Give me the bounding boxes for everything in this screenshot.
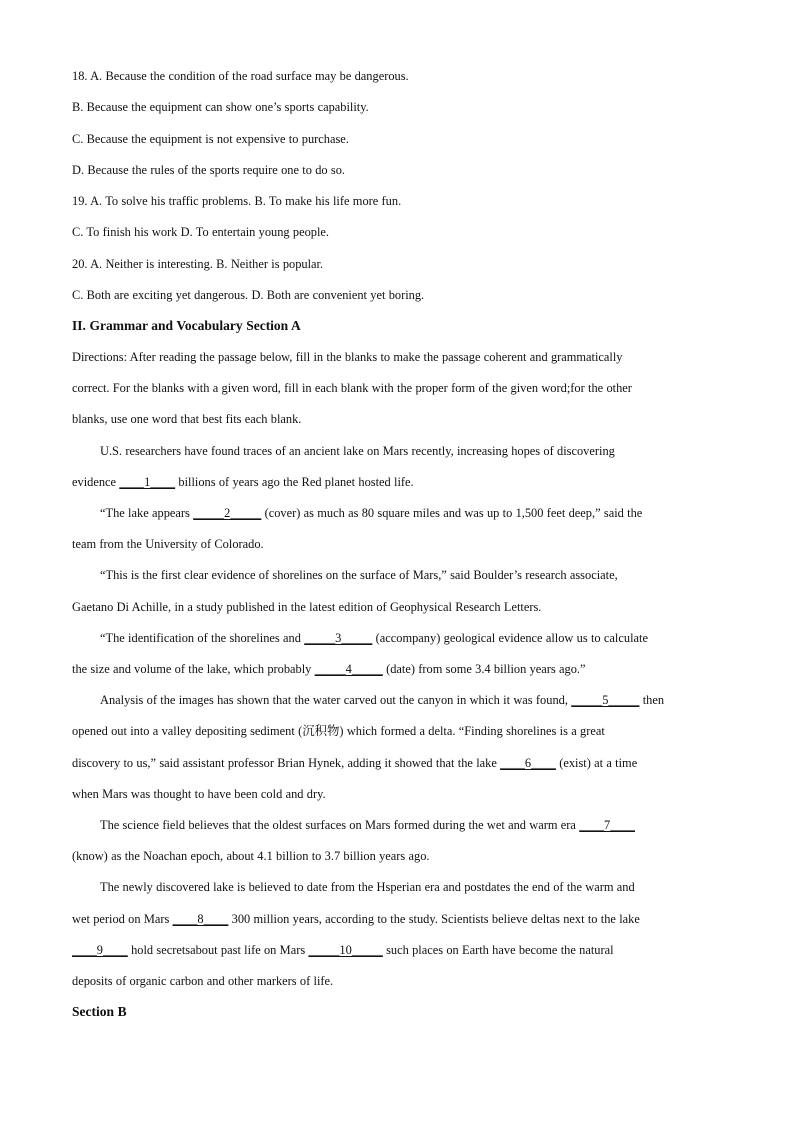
passage-line: “This is the first clear evidence of shorelines on the surface of Mars,” said Boulder’s research associate, — [100, 568, 618, 582]
blank-10[interactable]: _____10_____ — [308, 943, 383, 957]
q20-options-cd: C. Both are exciting yet dangerous. D. Both are convenient yet boring. — [72, 288, 425, 302]
directions-line-2: correct. For the blanks with a given word, fill in each blank with the proper form of the given word;for the other — [72, 381, 632, 395]
passage-line: opened out into a valley depositing sediment (沉积物) which formed a delta. “Finding shorelines is a great — [72, 724, 605, 738]
q20-options-ab: 20. A. Neither is interesting. B. Neither is popular. — [72, 257, 324, 271]
directions-line-3: blanks, use one word that best fits each blank. — [72, 412, 302, 426]
section-b-heading: Section B — [72, 1004, 127, 1019]
passage-line: team from the University of Colorado. — [72, 537, 264, 551]
passage-line: Analysis of the images has shown that the water carved out the canyon in which it was found, _____5_____ then — [100, 693, 665, 707]
blank-6[interactable]: ____6____ — [500, 756, 556, 770]
blank-2[interactable]: _____2_____ — [193, 506, 262, 520]
passage-line: deposits of organic carbon and other markers of life. — [72, 974, 334, 988]
q18-option-c: C. Because the equipment is not expensive to purchase. — [72, 132, 349, 146]
passage-line: discovery to us,” said assistant professor Brian Hynek, adding it showed that the lake ____6____ (exist) at a time — [72, 756, 638, 770]
passage-line: evidence ____1____ billions of years ago the Red planet hosted life. — [72, 475, 414, 489]
directions-line-1: Directions: After reading the passage below, fill in the blanks to make the passage coherent and grammatically — [72, 350, 623, 364]
passage-line: Gaetano Di Achille, in a study published in the latest edition of Geophysical Research Letters. — [72, 600, 542, 614]
blank-8[interactable]: ____8____ — [172, 912, 229, 926]
passage-line: (know) as the Noachan epoch, about 4.1 billion to 3.7 billion years ago. — [72, 849, 430, 863]
passage-line: the size and volume of the lake, which probably _____4_____ (date) from some 3.4 billion years ago.” — [72, 662, 586, 676]
blank-4[interactable]: _____4_____ — [314, 662, 383, 676]
blank-5[interactable]: _____5_____ — [571, 693, 640, 707]
section-a-heading: II. Grammar and Vocabulary Section A — [72, 318, 301, 333]
q18-option-a: 18. A. Because the condition of the road surface may be dangerous. — [72, 69, 409, 83]
blank-9[interactable]: ____9____ — [72, 943, 128, 957]
blank-1[interactable]: ____1____ — [119, 475, 176, 489]
passage-line: ____9____ hold secretsabout past life on Mars _____10_____ such places on Earth have become the natural — [72, 943, 614, 957]
q19-options-ab: 19. A. To solve his traffic problems. B. To make his life more fun. — [72, 194, 402, 208]
passage-line: The science field believes that the oldest surfaces on Mars formed during the wet and warm era ____7____ — [100, 818, 635, 832]
passage-line: when Mars was thought to have been cold and dry. — [72, 787, 326, 801]
q18-option-d: D. Because the rules of the sports require one to do so. — [72, 163, 346, 177]
blank-7[interactable]: ____7____ — [579, 818, 635, 832]
passage-line: The newly discovered lake is believed to date from the Hsperian era and postdates the end of the warm and — [100, 880, 635, 894]
passage-line: wet period on Mars ____8____ 300 million years, according to the study. Scientists believe deltas next to the lake — [72, 912, 640, 926]
passage-line: U.S. researchers have found traces of an ancient lake on Mars recently, increasing hopes of discovering — [100, 444, 615, 458]
blank-3[interactable]: _____3_____ — [304, 631, 373, 645]
passage-line: “The lake appears _____2_____ (cover) as much as 80 square miles and was up to 1,500 feet deep,” said the — [100, 506, 643, 520]
passage-line: “The identification of the shorelines and _____3_____ (accompany) geological evidence allow us to calculate — [100, 631, 648, 645]
q18-option-b: B. Because the equipment can show one’s sports capability. — [72, 100, 369, 114]
q19-options-cd: C. To finish his work D. To entertain young people. — [72, 225, 330, 239]
